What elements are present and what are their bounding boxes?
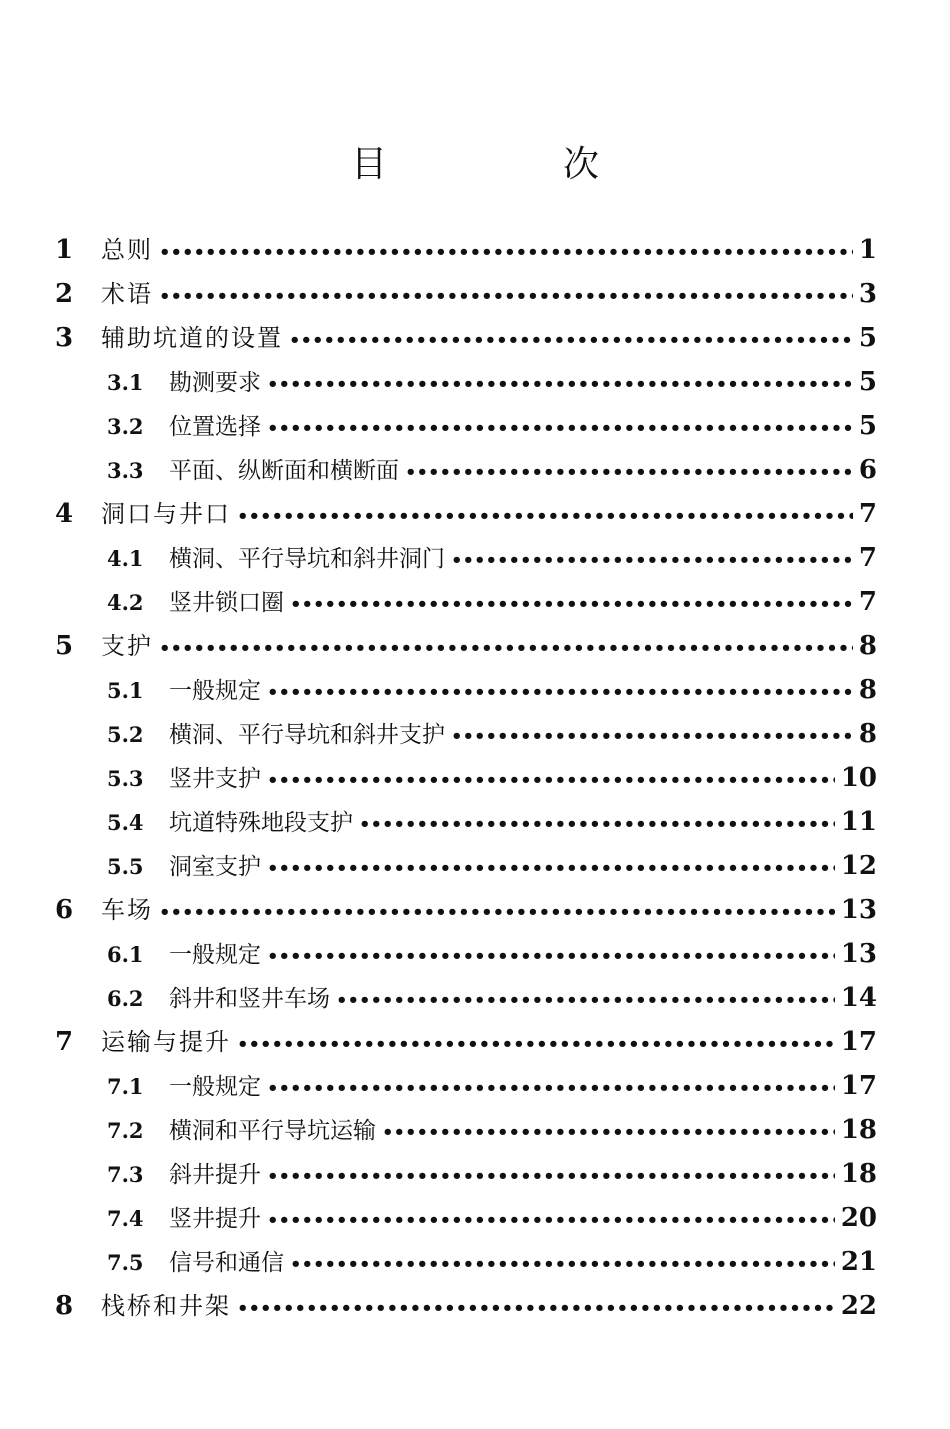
entry-title: 竖井锁口圈 <box>169 590 284 616</box>
entry-number: 1 <box>55 235 74 265</box>
toc-section-entry[interactable] <box>55 976 877 1020</box>
entry-page-number: 5 <box>858 323 877 353</box>
entry-title: 斜井和竖井车场 <box>169 986 330 1012</box>
entry-number: 5.5 <box>107 854 144 879</box>
toc-section-entry[interactable] <box>55 404 877 448</box>
toc-section-entry[interactable] <box>55 580 877 624</box>
entry-page-number: 12 <box>840 851 877 881</box>
entry-page-number: 1 <box>858 235 877 265</box>
entry-number: 7.4 <box>107 1206 144 1231</box>
entry-number: 6 <box>55 895 74 925</box>
entry-title: 支护 <box>101 632 153 660</box>
entry-title: 信号和通信 <box>169 1250 284 1276</box>
toc-section-entry[interactable] <box>55 800 877 844</box>
dot-leader <box>159 627 853 671</box>
dot-leader <box>159 891 835 935</box>
entry-page-number: 7 <box>858 587 877 617</box>
entry-number: 4 <box>55 499 74 529</box>
toc-chapter-entry[interactable] <box>55 624 877 668</box>
entry-title: 横洞、平行导坑和斜井支护 <box>169 722 445 748</box>
toc-section-entry[interactable] <box>55 1240 877 1284</box>
entry-page-number: 13 <box>840 895 877 925</box>
toc-section-entry[interactable] <box>55 536 877 580</box>
entry-title: 坑道特殊地段支护 <box>169 810 353 836</box>
dot-leader <box>290 1243 835 1287</box>
entry-page-number: 22 <box>840 1291 877 1321</box>
dot-leader <box>159 231 853 275</box>
toc-section-entry[interactable] <box>55 1108 877 1152</box>
dot-leader <box>159 275 853 319</box>
toc-section-entry[interactable] <box>55 1064 877 1108</box>
entry-number: 3.2 <box>107 414 144 439</box>
toc-chapter-entry[interactable] <box>55 1284 877 1328</box>
entry-page-number: 17 <box>840 1071 877 1101</box>
dot-leader <box>267 1199 835 1243</box>
entry-number: 5.3 <box>107 766 144 791</box>
entry-number: 4.2 <box>107 590 144 615</box>
dot-leader <box>267 671 853 715</box>
dot-leader <box>290 583 853 627</box>
entry-page-number: 18 <box>840 1115 877 1145</box>
entry-number: 5.1 <box>107 678 144 703</box>
toc-section-entry[interactable] <box>55 712 877 756</box>
entry-title: 运输与提升 <box>101 1028 231 1056</box>
toc-section-entry[interactable] <box>55 360 877 404</box>
entry-page-number: 17 <box>840 1027 877 1057</box>
entry-number: 3 <box>55 323 74 353</box>
entry-title: 栈桥和井架 <box>101 1292 231 1320</box>
toc-chapter-entry[interactable] <box>55 492 877 536</box>
dot-leader <box>267 935 835 979</box>
entry-number: 7 <box>55 1027 74 1057</box>
entry-title: 横洞、平行导坑和斜井洞门 <box>169 546 445 572</box>
toc-section-entry[interactable] <box>55 932 877 976</box>
toc-section-entry[interactable] <box>55 1196 877 1240</box>
dot-leader <box>267 407 853 451</box>
dot-leader <box>451 539 853 583</box>
entry-title: 位置选择 <box>169 414 261 440</box>
entry-title: 横洞和平行导坑运输 <box>169 1118 376 1144</box>
dot-leader <box>267 1155 835 1199</box>
entry-page-number: 21 <box>840 1247 877 1277</box>
entry-number: 7.5 <box>107 1250 144 1275</box>
entry-number: 4.1 <box>107 546 144 571</box>
entry-page-number: 10 <box>840 763 877 793</box>
entry-number: 5 <box>55 631 74 661</box>
entry-page-number: 8 <box>858 631 877 661</box>
entry-page-number: 11 <box>840 807 877 837</box>
entry-page-number: 8 <box>858 719 877 749</box>
entry-title: 斜井提升 <box>169 1162 261 1188</box>
entry-page-number: 3 <box>858 279 877 309</box>
toc-chapter-entry[interactable] <box>55 316 877 360</box>
toc-section-entry[interactable] <box>55 448 877 492</box>
entry-number: 6.1 <box>107 942 144 967</box>
dot-leader <box>237 1287 835 1331</box>
entry-number: 6.2 <box>107 986 144 1011</box>
dot-leader <box>289 319 853 363</box>
toc-chapter-entry[interactable] <box>55 888 877 932</box>
toc-section-entry[interactable] <box>55 844 877 888</box>
entry-title: 车场 <box>101 896 153 924</box>
entry-title: 洞室支护 <box>169 854 261 880</box>
dot-leader <box>267 1067 835 1111</box>
entry-page-number: 18 <box>840 1159 877 1189</box>
dot-leader <box>451 715 853 759</box>
entry-title: 洞口与井口 <box>101 500 231 528</box>
dot-leader <box>405 451 853 495</box>
toc-chapter-entry[interactable] <box>55 228 877 272</box>
toc-section-entry[interactable] <box>55 1152 877 1196</box>
entry-number: 5.2 <box>107 722 144 747</box>
dot-leader <box>359 803 835 847</box>
entry-title: 一般规定 <box>169 678 261 704</box>
entry-number: 8 <box>55 1291 74 1321</box>
entry-title: 平面、纵断面和横断面 <box>169 458 399 484</box>
entry-title: 竖井提升 <box>169 1206 261 1232</box>
toc-section-entry[interactable] <box>55 668 877 712</box>
toc-chapter-entry[interactable] <box>55 1020 877 1064</box>
entry-number: 7.3 <box>107 1162 144 1187</box>
entry-page-number: 8 <box>858 675 877 705</box>
entry-page-number: 7 <box>858 543 877 573</box>
entry-number: 7.2 <box>107 1118 144 1143</box>
entry-number: 3.1 <box>107 370 144 395</box>
entry-number: 5.4 <box>107 810 144 835</box>
entry-page-number: 5 <box>858 367 877 397</box>
entry-title: 术语 <box>101 280 153 308</box>
toc-section-entry[interactable] <box>55 756 877 800</box>
entry-page-number: 13 <box>840 939 877 969</box>
entry-title: 一般规定 <box>169 1074 261 1100</box>
dot-leader <box>237 1023 835 1067</box>
entry-page-number: 6 <box>858 455 877 485</box>
entry-page-number: 20 <box>840 1203 877 1233</box>
dot-leader <box>267 363 853 407</box>
entry-title: 勘测要求 <box>169 370 261 396</box>
dot-leader <box>336 979 835 1023</box>
entry-page-number: 5 <box>858 411 877 441</box>
entry-number: 3.3 <box>107 458 144 483</box>
entry-title: 总则 <box>101 236 153 264</box>
entry-title: 一般规定 <box>169 942 261 968</box>
entry-title: 竖井支护 <box>169 766 261 792</box>
entry-number: 2 <box>55 279 74 309</box>
table-of-contents <box>55 228 877 1328</box>
toc-chapter-entry[interactable] <box>55 272 877 316</box>
page-title: 目 次 <box>350 144 669 185</box>
dot-leader <box>267 847 835 891</box>
dot-leader <box>382 1111 835 1155</box>
entry-title: 辅助坑道的设置 <box>101 324 283 352</box>
dot-leader <box>267 759 835 803</box>
entry-page-number: 7 <box>858 499 877 529</box>
entry-number: 7.1 <box>107 1074 144 1099</box>
dot-leader <box>237 495 853 539</box>
entry-page-number: 14 <box>840 983 877 1013</box>
